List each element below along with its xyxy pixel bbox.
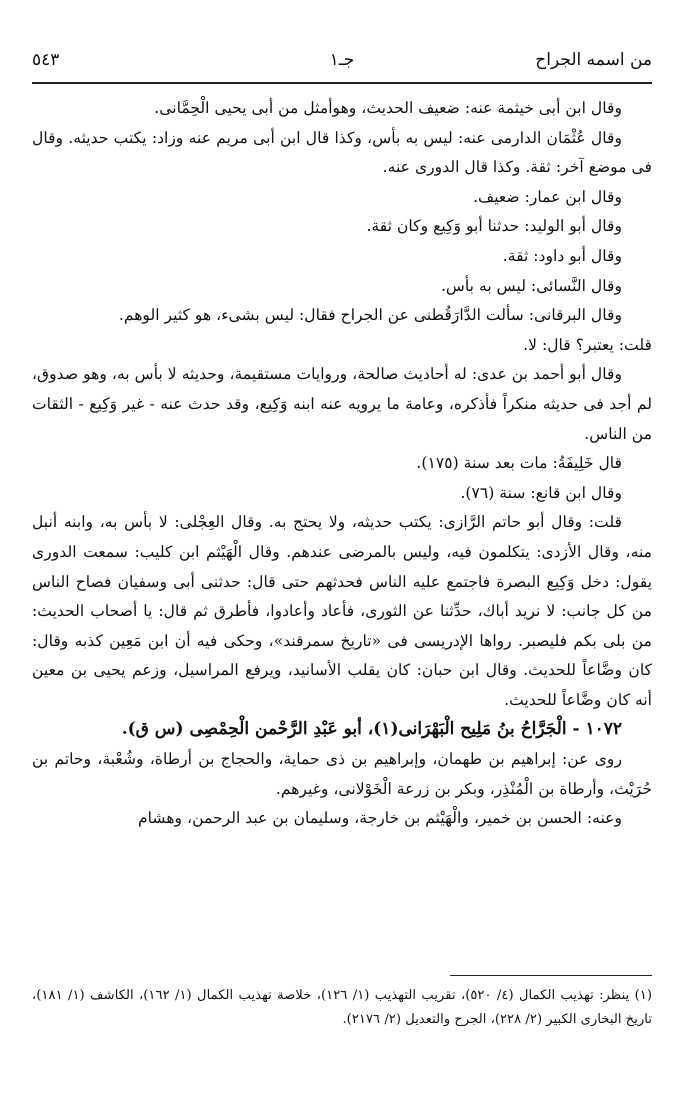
paragraph: وقال ابن عمار: ضعيف.	[473, 187, 622, 206]
paragraph: وقال البرقانى: سألت الدَّارَقُطنى عن الجراح فقال: ليس بشىء، هو كثير الوهم.	[118, 306, 622, 325]
footnote: (١) ينظر: تهذيب الكمال (٤/ ٥٢٠)، تقريب التهذيب (١/ ١٢٦)، خلاصة تهذيب الكمال (١/ ١٦٢)، الكاشف (١/ ١٨١)، تاريخ البخارى الكبير (٢/ ٢٢٨)، الجرح والتعديل (٢/ ٢١٧٦).	[32, 988, 652, 1027]
volume-label: جـ۱	[329, 50, 355, 70]
paragraph: قال خَلِيفَةُ: مات بعد سنة (١٧٥).	[416, 454, 622, 473]
paragraph: وقال أبو أحمد بن عدى: له أحاديث صالحة، وروايات مستقيمة، وحديثه لا بأس به، وهو صدوق، لم أجد فى حديثه منكراً فأذكره، وعامة ما يرويه عنه ابنه وَكِيع، وقد حدث عنه - غير وَكِيع - الثقات من الناس.	[32, 365, 652, 443]
paragraph: قلت: وقال أبو حاتم الرَّازى: يكتب حديثه، ولا يحتج به. وقال العِجْلى: لا بأس به، وابنه أنبل منه، وقال الأزدى: يتكلمون فيه، وليس بالمرضى عندهم. وقال الْهَيْثم ابن كليب: سمعت الدورى يقول: دخل وَكِيع البصرة فاجتمع عليه الناس فحدثهم حتى قال: حدثنى أبى وسفيان فصاح الناس من كل جانب: لا نريد أباك، حدِّثنا عن الثورى، فأعاد وأعادوا، فأطرق ثم قال: يا أصحاب الحديث: من بلى بكم فليصبر. رواها الإدريسى فى «تاريخ سمرقند»، وحكى فيه أن ابن مَعِين كذبه وقال: كان وضَّاعاً للحديث. وقال ابن حبان: كان يقلب الأسانيد، ويرفع المراسيل، وزعم يحيى بن معين أنه كان وضَّاعاً للحديث.	[32, 513, 652, 709]
paragraph: وقال ابن قانع: سنة (٧٦).	[460, 483, 622, 502]
riwaya-paragraph: روى عن: إبراهيم بن طهمان، وإبراهيم بن ذى حماية، والحجاج بن أرطاة، وشُعْبة، وحاتم بن حُرَيْث، وأرطاة بن الْمُنْذِر، وبكر بن زرعة الْخَوْلانى، وغيرهم.	[32, 750, 652, 798]
page-header	[32, 50, 652, 78]
main-text	[32, 94, 652, 834]
anhu-paragraph: وعنه: الحسن بن خمير، والْهَيْثم بن خارجة، وسليمان بن عبد الرحمن، وهشام	[138, 809, 622, 828]
header-rule	[32, 82, 652, 84]
page-number: ٥٤٣	[32, 50, 60, 70]
paragraph: قلت: يعتبر؟ قال: لا.	[523, 335, 652, 354]
footnotes	[32, 984, 652, 1032]
paragraph: وقال أبو الوليد: حدثنا أبو وَكِيع وكان ثقة.	[366, 217, 622, 236]
paragraph: وقال عُثْمَان الدارمى عنه: ليس به بأس، وكذا قال ابن أبى مريم عنه وزاد: يكتب حديثه. وقال فى موضع آخر: ثقة. وكذا قال الدورى عنه.	[32, 128, 652, 177]
entry-heading: ۱۰۷۲ - الْجَرَّاحُ بنُ مَلِيح الْبَهْرَانى(١)، أبو عَبْدِ الرَّحْمن الْحِمْصِى (س ق).	[121, 719, 622, 740]
paragraph: وقال أبو داود: ثقة.	[502, 246, 622, 265]
footnote-rule	[450, 975, 652, 976]
paragraph: وقال ابن أبى خيثمة عنه: ضعيف الحديث، وهوأمثل من أبى يحيى الْحِمَّانى.	[154, 99, 622, 117]
paragraph: وقال النَّسائى: ليس به بأس.	[440, 276, 622, 295]
running-title: من اسمه الجراح	[535, 50, 652, 70]
